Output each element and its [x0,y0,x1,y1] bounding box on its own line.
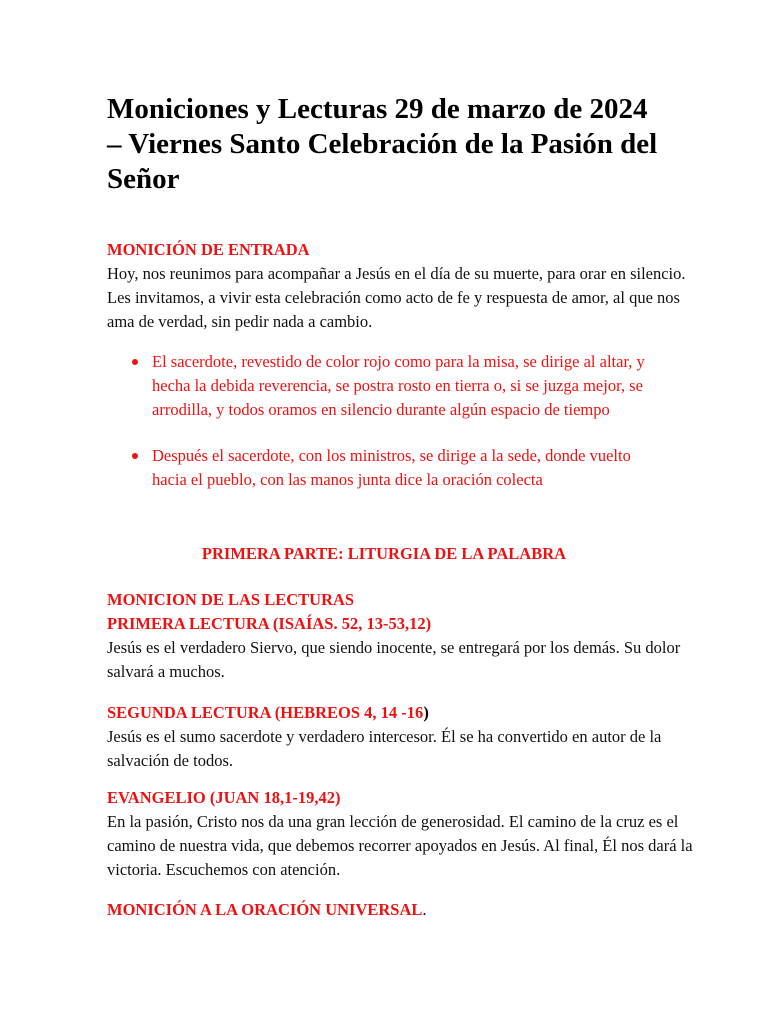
heading-segunda-lectura: SEGUNDA LECTURA (HEBREOS 4, 14 -16 [107,703,424,722]
heading-evangelio: EVANGELIO (JUAN 18,1-19,42) [107,788,341,807]
bullet-icon [132,453,138,459]
heading-oracion-universal: MONICIÓN A LA ORACIÓN UNIVERSAL [107,900,423,919]
text-monicion-entrada: Hoy, nos reunimos para acompañar a Jesús en el día de su muerte, para orar en silencio. Les invitamos, a vivir esta celebración como acto de fe y respuesta de amor, al que nos ama de verdad, sin pedir nada a cambio. [107,264,686,331]
heading-segunda-close: ) [423,703,429,722]
text-evangelio: En la pasión, Cristo nos da una gran lección de generosidad. El camino de la cruz es el camino de nuestra vida, que debemos recorrer apoyados en Jesús. Al final, Él nos dará la victoria. Escuchemos con atención. [107,812,693,879]
section-evangelio [107,786,697,882]
heading-monicion-entrada: MONICIÓN DE ENTRADA [107,240,310,259]
section-segunda [107,701,697,773]
rubric-item [107,350,667,422]
section-entrada [107,238,697,334]
heading-primera-lectura: PRIMERA LECTURA (ISAÍAS. 52, 13-53,12) [107,614,432,633]
heading-universal-end: . [422,900,427,919]
document-title: Moniciones y Lecturas 29 de marzo de 2024 – Viernes Santo Celebración de la Pasión del Señor [107,93,658,195]
bullet-icon [132,359,138,365]
section-universal [107,898,697,922]
text-segunda-lectura: Jesús es el sumo sacerdote y verdadero intercesor. Él se ha convertido en autor de la salvación de todos. [107,727,662,770]
section-lecturas [107,588,697,684]
heading-monicion-lecturas: MONICION DE LAS LECTURAS [107,590,355,609]
rubric-item [107,444,667,492]
rubric-text: El sacerdote, revestido de color rojo como para la misa, se dirige al altar, y hecha la debida reverencia, se postra rosto en tierra o, si se juzga mejor, se arrodilla, y todos oramos en silencio durante algún espacio de tiempo [152,352,645,419]
rubric-text: Después el sacerdote, con los ministros, se dirige a la sede, donde vuelto hacia el pueblo, con las manos junta dice la oración colecta [152,446,631,489]
text-primera-lectura: Jesús es el verdadero Siervo, que siendo inocente, se entregará por los demás. Su dolor salvará a muchos. [107,638,681,681]
rubric-list [107,350,667,492]
heading-segunda-lectura-line [107,701,697,725]
part-heading: PRIMERA PARTE: LITURGIA DE LA PALABRA [201,544,567,563]
